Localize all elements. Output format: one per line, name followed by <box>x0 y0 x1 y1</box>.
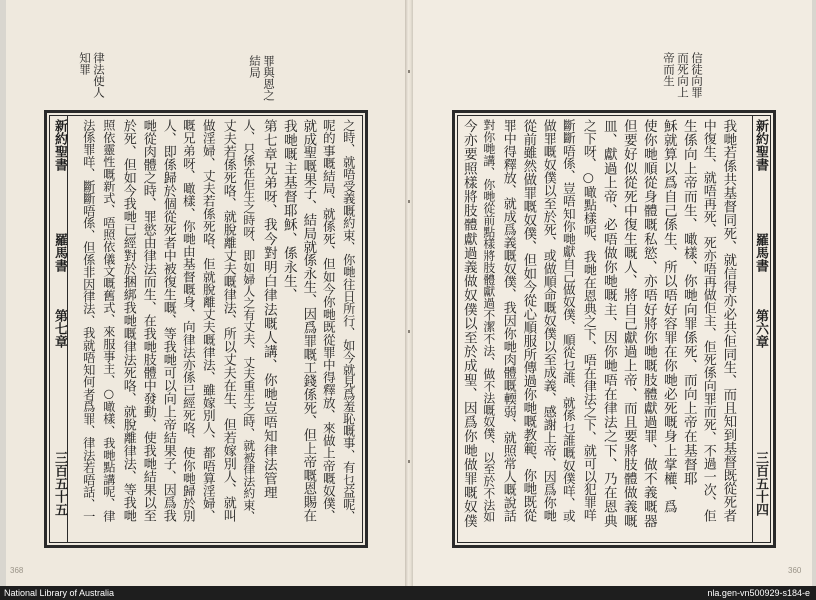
text-column: 穌就算以爲自己係生、所以唔好容罪在你哋必死嘅身上掌權、爲 <box>660 119 677 514</box>
stitch-mark <box>408 460 410 463</box>
margin-note-dead: 而死向上 <box>676 52 690 98</box>
margin-note-law: 律法使人 <box>92 52 106 98</box>
pencil-mark: 368 <box>10 566 24 575</box>
text-column: 斷斷唔係、豈唔知你哋獻自己做奴僕、順從乜誰、就係乜誰嘅奴僕咩、或 <box>560 119 576 523</box>
book-title: 新約聖書 <box>753 119 768 171</box>
text-column: 我哋嘅主基督耶穌、係永生、 <box>280 119 297 303</box>
text-column: 人、只係在佢生之時呀、即如婦人之有丈夫、丈夫重生之時、就被律法約束、 <box>241 119 256 523</box>
text-column: 中復生、就唔再死、死亦唔再做佢主、佢死係向罪而死、不過一次、佢 <box>700 119 716 523</box>
text-column: 皿、獻過上帝、必唔做你哋嘅主、因你哋唔在律法之下、乃在恩典 <box>600 119 617 528</box>
margin-note-sin-grace: 罪與恩之 <box>262 55 276 101</box>
pencil-mark: 360 <box>788 566 802 575</box>
text-column: 生係向上帝而生、噉樣、你哋向罪係死、而向上帝在基督耶 <box>680 119 697 486</box>
text-column: 之時、就唔受義嘅約束、你哋往日所行、如今就見爲羞恥嘅事、有乜益呢、 <box>341 119 356 523</box>
text-column: 罪中得釋放、就成爲義嘅奴僕、我因你哋肉體嘅輭弱、就照常人嘅說話 <box>500 119 516 523</box>
text-column: 使你哋順從身體嘅私慾、亦唔好將你哋嘅肢體獻過罪、做不義嘅器 <box>640 119 657 528</box>
text-column: 第七章兄弟呀、我今對明白律法嘅人講、你哋豈唔知律法管理 <box>260 119 277 500</box>
left-text-frame <box>44 110 368 548</box>
text-column: 之下呀、○噉點樣呢、我哋在恩典之下、唔在律法之下、就可以犯罪咩 <box>580 119 596 522</box>
item-identifier: nla.gen-vn500929-s184-e <box>707 588 810 598</box>
text-column: 照依靈性嘅新式、唔照依儀文嘅舊式、來服事主、○噉樣、我哋點講呢、律 <box>101 119 116 522</box>
text-column: 法係罪咩、斷斷唔係、但係非因律法、我就唔知何者爲罪、律法若唔話、一 <box>81 119 96 523</box>
chapter-label: 第七章 <box>52 309 67 348</box>
text-column: 嘅兄弟呀、噉樣、你哋由基督嘅身、向律法亦係已經死咯、使你哋歸於別 <box>180 119 196 523</box>
footer-bar <box>0 586 816 600</box>
text-column: 丈夫若係死咯、就脫離丈夫嘅律法、所以丈夫在生、但若嫁別人、就叫 <box>220 119 236 523</box>
margin-note-outcome: 結局 <box>248 55 262 78</box>
text-column: 就成聖嘅果子、結局就係永生、因爲罪嘅工錢係死、但上帝嘅恩賜在 <box>300 119 316 523</box>
book-name: 羅馬書 <box>52 233 67 272</box>
text-column: 從前雖然做罪嘅奴僕、但如今從心順服所傳過你哋嘅教範、你哋既從 <box>520 119 536 523</box>
text-column: 人、即係歸於個從死者中被復生嘅、等我哋可以向上帝結果子、因爲我 <box>160 119 176 523</box>
text-column: 做淫婦、丈夫若係死咯、佢就脫離丈夫嘅律法、雖嫁別人、都唔算淫婦、 <box>200 119 216 523</box>
right-text-frame <box>452 110 776 548</box>
margin-note-believer: 信徒向罪 <box>690 52 704 98</box>
text-column: 做罪嘅奴僕以至於死、或做順命嘅奴僕以至成義、感謝上帝、因爲你哋 <box>540 119 556 523</box>
text-column: 呢的事嘅結局、就係死、但如今你哋既從罪中得釋放、來做上帝嘅奴僕、 <box>320 119 336 523</box>
library-credit: National Library of Australia <box>4 588 115 598</box>
book-title: 新約聖書 <box>52 119 67 171</box>
stitch-mark <box>408 70 410 73</box>
text-column: 今亦要照樣將肢體獻過義做奴僕以至於成聖、因爲你哋做罪嘅奴僕 <box>460 119 477 528</box>
margin-note-know-sin: 知罪 <box>78 52 92 75</box>
stitch-mark <box>408 330 410 333</box>
margin-note-alive: 帝而生 <box>662 52 676 87</box>
text-column: 哋從肉體之時、罪慾由律法而生、在我哋肢體中發動、使我哋結果以至 <box>140 119 156 523</box>
text-column: 對你哋講、你哋從前點樣將肢體獻過不潔不法、做不法嘅奴僕、以至於不法如 <box>481 119 496 523</box>
text-column: 我哋若係共基督同死、就信得亦必共佢同生、而且知到基督既從死者 <box>720 119 736 523</box>
book-gutter <box>405 0 413 586</box>
book-name: 羅馬書 <box>753 233 768 272</box>
page-number: 三百五十五 <box>52 451 67 516</box>
chapter-label: 第六章 <box>753 309 768 348</box>
page-number: 三百五十四 <box>753 451 768 516</box>
text-column: 但要好似從死中復生嘅人、將自己獻過上帝、而且要將肢體做義嘅 <box>620 119 637 528</box>
stitch-mark <box>408 200 410 203</box>
text-column: 於死、但如今我哋已經對於捆綁我哋嘅律法死咯、就脫離律法、等我哋 <box>120 119 136 523</box>
